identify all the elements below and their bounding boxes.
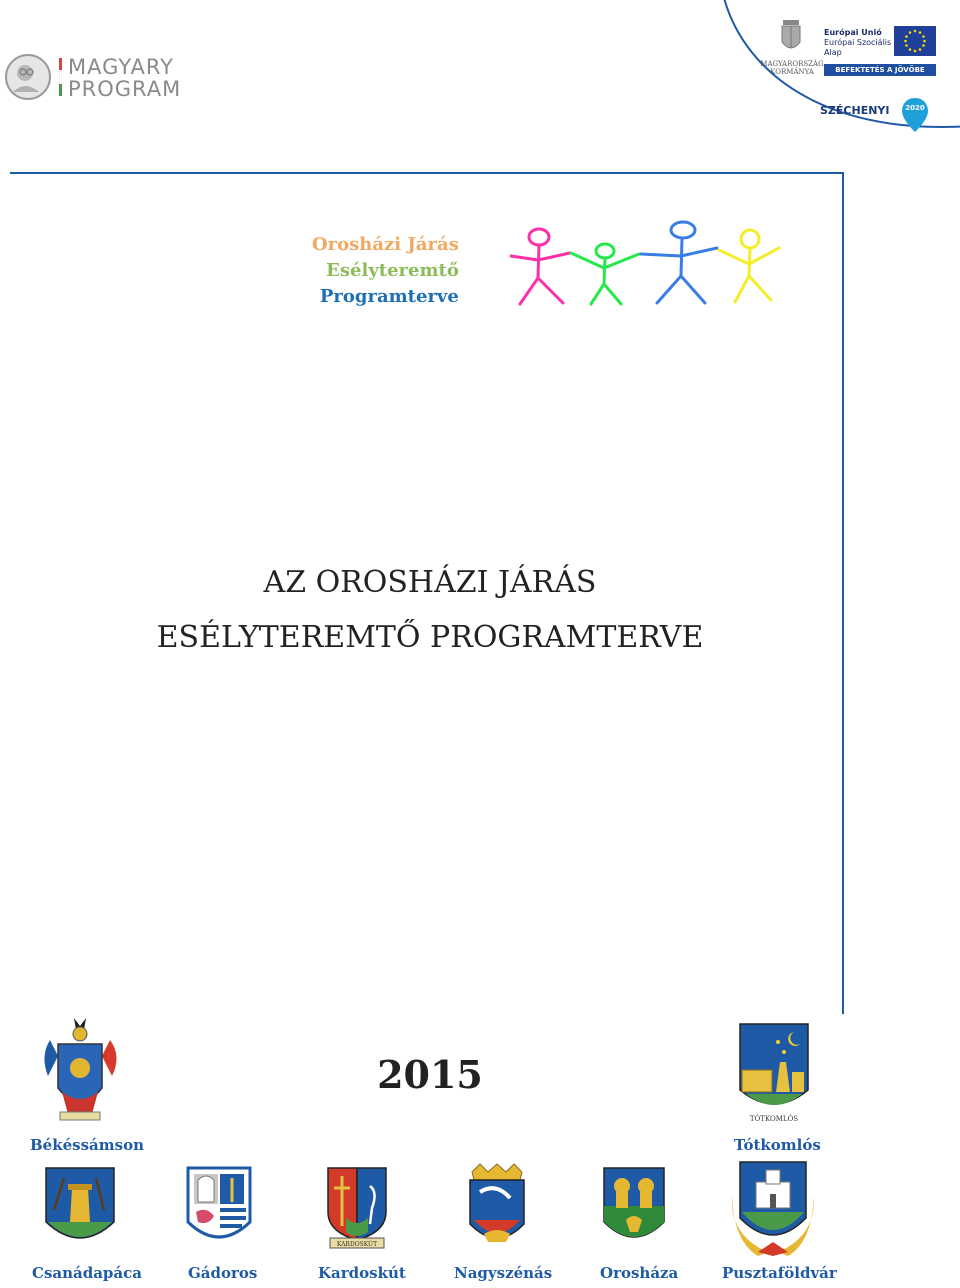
eu-banner: BEFEKTETÉS A JÖVŐBE <box>824 64 936 76</box>
green-figure-icon <box>571 244 639 304</box>
magyary-divider <box>59 58 62 96</box>
small-title-line2: Esélyteremtő <box>326 260 459 281</box>
town-label-csanadapaca: Csanádapáca <box>32 1264 142 1282</box>
szechenyi-year: 2020 <box>905 104 925 112</box>
town-label-pusztafoldvar: Pusztaföldvár <box>722 1264 837 1282</box>
szechenyi-pin-icon <box>900 96 930 134</box>
town-label-gadoros: Gádoros <box>188 1264 258 1282</box>
town-label-nagyszenas: Nagyszénás <box>454 1264 553 1282</box>
csanadapaca-coat-of-arms-icon <box>44 1166 116 1256</box>
small-title-line1: Orosházi Járás <box>312 234 459 255</box>
pusztafoldvar-coat-of-arms-icon <box>728 1156 818 1260</box>
year: 2015 <box>377 1052 483 1097</box>
totkomlos-coat-of-arms-icon <box>738 1022 810 1128</box>
frame-top-line <box>10 172 844 174</box>
eu-line2: Európai Szociális <box>824 38 892 47</box>
eu-line3: Alap <box>824 48 842 57</box>
eu-funding-logo <box>756 18 946 138</box>
kardoskut-coat-of-arms-icon <box>326 1166 388 1252</box>
totkomlos-shield-caption: TÓTKOMLÓS <box>749 1115 799 1123</box>
magyary-logo-text <box>68 56 181 100</box>
nagyszenas-coat-of-arms-icon <box>466 1162 528 1254</box>
town-label-kardoskut: Kardoskút <box>318 1264 406 1282</box>
bekessamson-coat-of-arms-icon <box>32 1016 128 1134</box>
kardoskut-shield-caption: KARDOSKÚT <box>336 1241 378 1248</box>
szechenyi-text: SZÉCHENYI <box>820 104 890 117</box>
small-title-line3: Programterve <box>319 286 459 307</box>
magyary-logo-line2: PROGRAM <box>68 77 182 101</box>
magyary-portrait-icon <box>3 52 53 102</box>
town-label-oroshaza: Orosháza <box>600 1264 679 1282</box>
pink-figure-icon <box>511 229 570 304</box>
hungarian-coat-of-arms-icon <box>780 18 802 58</box>
gov-line2: KORMÁNYA <box>770 68 814 76</box>
small-title <box>312 232 459 310</box>
yellow-figure-icon <box>719 230 779 302</box>
blue-figure-icon <box>641 222 717 303</box>
town-label-totkomlos: Tótkomlós <box>734 1136 821 1154</box>
magyary-logo-line1: MAGYARY <box>68 55 174 79</box>
eu-line1: Európai Unió <box>824 28 882 37</box>
gadoros-coat-of-arms-icon <box>186 1166 252 1254</box>
stick-figures-illustration <box>505 218 785 314</box>
town-label-bekessamson: Békéssámson <box>30 1136 144 1154</box>
gov-line1: MAGYARORSZÁG <box>760 60 824 68</box>
oroshaza-coat-of-arms-icon <box>602 1166 666 1254</box>
main-title-line2: ESÉLYTEREMTŐ PROGRAMTERVE <box>156 620 704 655</box>
eu-flag-icon <box>894 26 936 56</box>
main-title-line1: AZ OROSHÁZI JÁRÁS <box>263 565 597 600</box>
